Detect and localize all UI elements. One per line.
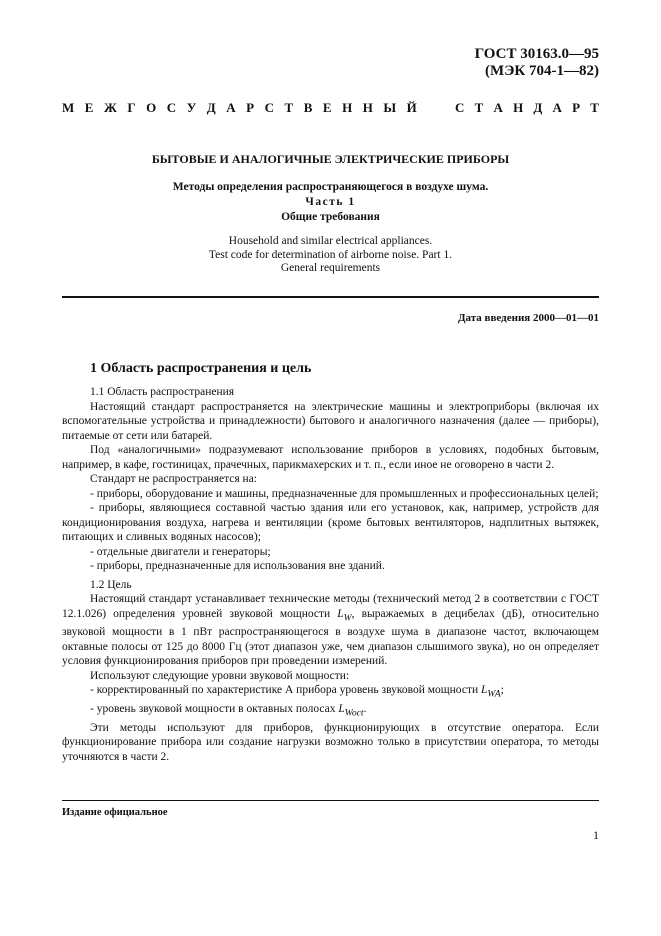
list-item: - корректированный по характеристике А прибора уровень звуковой мощности $L_{WA}$; [90,684,504,700]
banner-letter: Р [246,100,255,115]
iec-number: (МЭК 704-1—82) [485,63,599,79]
subtitle-part: Часть 1 [305,196,356,208]
list-item: - отдельные двигатели и генераторы; [90,545,271,558]
page-number: 1 [593,828,599,842]
interstate-word [62,100,417,116]
banner-letter: Г [127,100,136,115]
banner-letter: Н [362,100,373,115]
banner-letter: О [146,100,157,115]
document-title: БЫТОВЫЕ И АНАЛОГИЧНЫЕ ЭЛЕКТРИЧЕСКИЕ ПРИБОРЫ [151,152,510,166]
banner-letter: Р [572,100,581,115]
english-line-1: Household and similar electrical appliances. [228,235,433,247]
banner-letter: А [493,100,503,115]
list-item: - приборы, предназначенные для использования вне зданий. [90,560,385,572]
paragraph: Под «аналогичными» подразумевают использование приборов в условиях, подобных бытовым, например, в кафе, гостиницах, прачечных, парикмахерских и т. п., если иное не оговорено в части 2. [62,444,599,471]
gost-number: ГОСТ 30163.0—95 [474,46,599,62]
symbol-lwa: $L_{WA}$ [481,684,501,700]
standard-number [475,46,599,80]
official-edition-label: Издание официальное [62,807,168,818]
header-divider [62,296,599,298]
list-item: - уровень звуковой мощности в октавных полосах $L_{Woct}$. [90,703,367,719]
english-line-3: General requirements [280,262,381,274]
banner-letter: Т [590,100,599,115]
symbol-lwoct: $L_{Woct}$ [338,703,364,719]
banner-letter: С [455,100,465,115]
paragraph: Настоящий стандарт распространяется на электрические машины и электроприборы (включая их вспомогательные устройства и принадлежности) бытового и аналогичного назначения (далее — приборы), питаемые от сети или батарей. [62,400,599,442]
paragraph: Используют следующие уровни звуковой мощности: [90,669,350,682]
paragraph: Стандарт не распространяется на: [90,473,257,485]
banner-letter: С [264,100,274,115]
english-title [62,235,599,276]
banner-letter: С [166,100,177,115]
standard-word [455,100,599,116]
subtitle-methods: Методы определения распространяющегося в воздухе шума. [172,181,489,193]
banner-letter: Т [474,100,484,115]
banner-letter: Д [533,100,543,115]
symbol-lw: $L_W$ [337,607,352,623]
banner-letter: В [303,100,313,115]
section-heading: 1 Область распространения и цель [90,361,312,376]
interstate-standard-banner [62,100,599,116]
footer-divider [62,800,599,801]
banner-letter: Ж [103,100,117,115]
banner-letter: Н [513,100,524,115]
paragraph: Эти методы используют для приборов, функционирующих в отсутствие оператора. Если функционирование прибора или создание нагрузки возможно только в присутствии оператора, то методы уточняются в части 2. [62,721,599,763]
banner-letter: М [62,100,75,115]
subsection-1-1-title: 1.1 Область распространения [90,386,235,398]
document-subtitle [62,180,599,225]
subtitle-general: Общие требования [281,211,380,223]
paragraph: Настоящий стандарт устанавливает технические методы (технический метод 2 в соответствии с ГОСТ 12.1.026) определения уровней звуковой мощности $L_W$, выражаемых в децибелах (дБ), относительно звуковой мощности в 1 пВт распространяющегося в воздухе шума в диапазоне частот, включающем октавные полосы от 125 до 8000 Гц (этот диапазон уже, чем диапазон слышимого звука), но он определяет условия функционирования приборов при проведении измерений. [62,593,600,668]
banner-letter: У [186,100,197,115]
banner-letter: Т [284,100,294,115]
banner-letter: Д [206,100,216,115]
banner-letter: Ы [383,100,397,115]
english-line-2: Test code for determination of airborne noise. Part 1. [208,248,453,261]
banner-letter: Й [406,100,417,115]
banner-letter: Е [84,100,94,115]
section-1 [62,361,599,764]
banner-letter: А [226,100,236,115]
introduction-date: Дата введения 2000—01—01 [457,312,599,324]
banner-letter: Е [322,100,332,115]
banner-letter: Н [342,100,353,115]
list-item: - приборы, оборудование и машины, предназначенные для промышленных и профессиональных целей; [90,487,599,500]
banner-letter: А [552,100,562,115]
list-item: - приборы, являющиеся составной частью здания или его установок, как, например, устройств для кондиционирования воздуха, нагрева и вентиляции (кроме бытовых вентиляторов, надплитных вытяжек, питающих и сливных водяных насосов); [62,502,599,543]
subsection-1-2-title: 1.2 Цель [90,578,132,591]
